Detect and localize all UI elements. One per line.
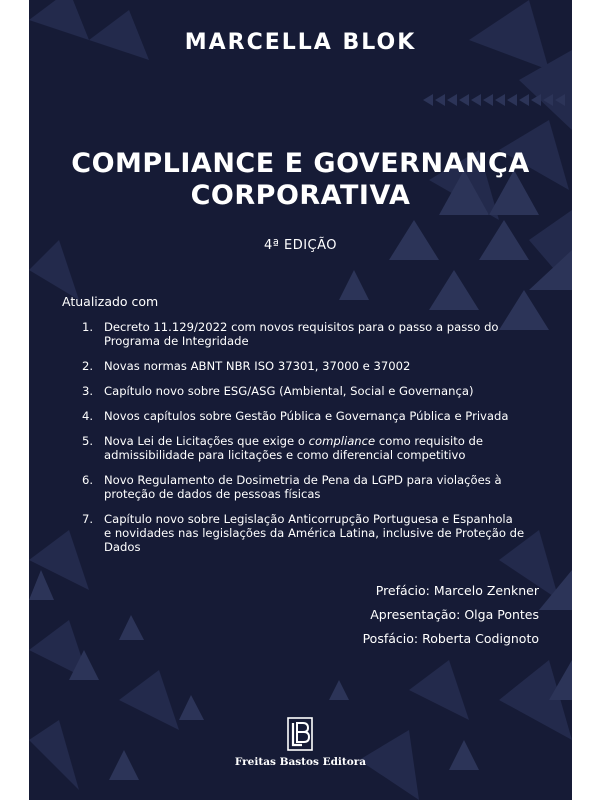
list-item — [62, 320, 532, 348]
book-title — [29, 148, 572, 212]
freitas-bastos-logo-icon — [287, 717, 313, 751]
list-item — [62, 473, 532, 501]
list-item — [62, 359, 532, 373]
list-item-text: Decreto 11.129/2022 com novos requisitos para o passo a passo do — [104, 320, 499, 334]
credits — [363, 582, 539, 654]
list-item-text — [104, 434, 532, 448]
edition-label: 4ª EDIÇÃO — [263, 238, 338, 253]
list-item — [62, 384, 532, 398]
list-item-text: proteção de dados de pessoas físicas — [104, 487, 321, 501]
list-item-number: 6. — [82, 473, 94, 487]
list-item-text-part: como requisito de — [375, 434, 484, 448]
list-item-text: Novas normas ABNT NBR ISO 37301, 37000 e 37002 — [104, 359, 411, 373]
book-title-line-1: COMPLIANCE E GOVERNANÇA — [71, 148, 530, 179]
list-item-text: admissibilidade para licitações e como diferencial competitivo — [104, 448, 466, 462]
list-item-number: 2. — [82, 359, 94, 373]
book-cover — [29, 0, 572, 800]
presentation-credit: Apresentação: Olga Pontes — [370, 607, 539, 622]
list-item — [62, 512, 532, 554]
updates-intro: Atualizado com — [62, 294, 159, 309]
list-item-text: Dados — [104, 540, 141, 554]
list-item — [62, 434, 532, 462]
list-item — [62, 409, 532, 423]
list-item-text: Novos capítulos sobre Gestão Pública e Governança Pública e Privada — [104, 409, 509, 423]
list-item-text: e novidades nas legislações da América Latina, inclusive de Proteção de — [104, 526, 525, 540]
afterword-credit: Posfácio: Roberta Codignoto — [362, 631, 539, 646]
list-item-number: 3. — [82, 384, 94, 398]
list-item-text-part: Nova Lei de Licitações que exige o — [104, 434, 309, 448]
book-title-line-2: CORPORATIVA — [190, 180, 411, 211]
preface-credit: Prefácio: Marcelo Zenkner — [375, 583, 539, 598]
list-item-text: Novo Regulamento de Dosimetria de Pena da LGPD para violações à — [104, 473, 502, 487]
list-item-number: 5. — [82, 434, 94, 448]
list-item-number: 1. — [82, 320, 94, 334]
author-name: MARCELLA BLOK — [184, 30, 417, 55]
list-item-number: 7. — [82, 512, 94, 526]
publisher-name: Freitas Bastos Editora — [234, 756, 367, 768]
list-item-text: Capítulo novo sobre ESG/ASG (Ambiental, Social e Governança) — [104, 384, 474, 398]
list-item-text: Programa de Integridade — [104, 334, 249, 348]
compliance-term: compliance — [308, 434, 376, 448]
list-item-number: 4. — [82, 409, 94, 423]
list-item-text: Capítulo novo sobre Legislação Anticorrupção Portuguesa e Espanhola — [104, 512, 513, 526]
updates-list — [62, 320, 532, 565]
